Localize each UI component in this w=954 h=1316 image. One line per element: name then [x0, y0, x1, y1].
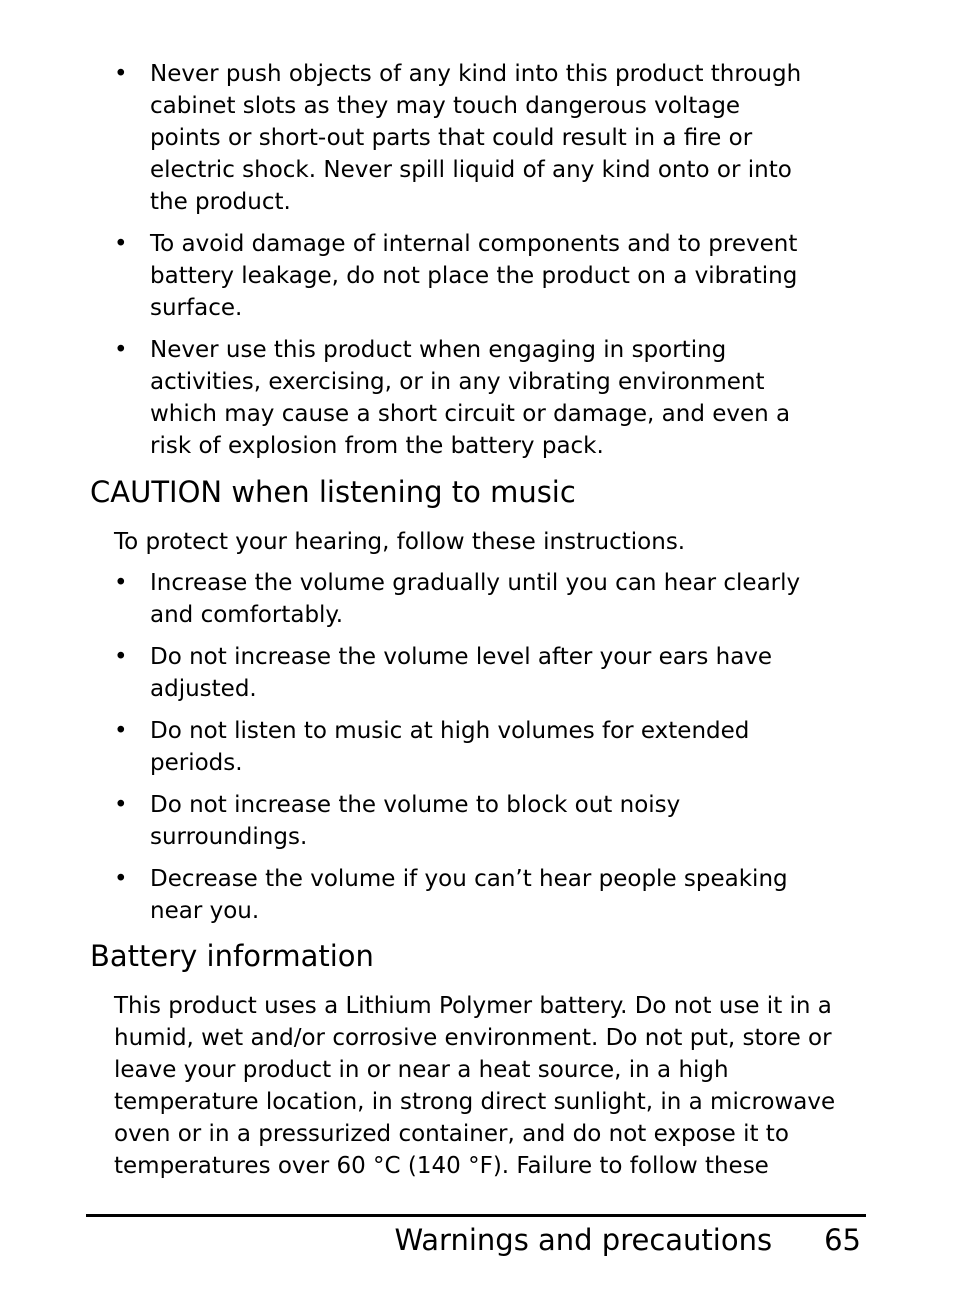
bullet-icon: • — [114, 644, 128, 670]
bullet-icon: • — [114, 792, 128, 818]
list-item-text: Do not increase the volume to block out noisy surroundings. — [150, 792, 681, 850]
list-item — [114, 334, 814, 462]
footer-divider — [86, 1214, 866, 1217]
list-item-text: To avoid damage of internal components and to prevent battery leakage, do not place the product on a vibrating surface. — [150, 231, 798, 321]
list-item-text: Increase the volume gradually until you can hear clearly and comfortably. — [150, 570, 801, 628]
list-item-text: Never use this product when engaging in sporting activities, exercising, or in any vibrating environment which may cause a short circuit or damage, and even a risk of explosion from the battery pack. — [150, 337, 791, 459]
list-item — [114, 863, 814, 927]
list-item — [114, 715, 814, 779]
list-item-text: Never push objects of any kind into this product through cabinet slots as they may touch dangerous voltage points or short-out parts that could result in a fire or electric shock. Never spill liquid of any kind onto or into the product. — [150, 61, 802, 215]
hearing-bullet-list — [114, 567, 814, 937]
bullet-icon: • — [114, 718, 128, 744]
list-item — [114, 58, 814, 218]
footer-section-title: Warnings and precautions — [394, 1223, 773, 1257]
page-number: 65 — [824, 1223, 861, 1257]
battery-paragraph: This product uses a Lithium Polymer battery. Do not use it in a humid, wet and/or corrosive environment. Do not put, store or leave your product in or near a heat source, in a high temperature location, in strong direct sunlight, in a microwave oven or in a pressurized container, and do not expose it to temperatures over 60 °C (140 °F). Failure to follow these — [114, 993, 836, 1179]
page-footer — [394, 1220, 861, 1260]
list-item-text: Do not listen to music at high volumes for extended periods. — [150, 718, 750, 776]
bullet-icon: • — [114, 866, 128, 892]
list-item — [114, 228, 814, 324]
bullet-icon: • — [114, 231, 128, 257]
list-item-text: Do not increase the volume level after your ears have adjusted. — [150, 644, 773, 702]
caution-heading: CAUTION when listening to music — [90, 475, 576, 509]
bullet-icon: • — [114, 61, 128, 87]
bullet-icon: • — [114, 337, 128, 363]
safety-bullet-list — [114, 58, 814, 472]
bullet-icon: • — [114, 570, 128, 596]
list-item — [114, 641, 814, 705]
list-item-text: Decrease the volume if you can’t hear people speaking near you. — [150, 866, 788, 924]
list-item — [114, 567, 814, 631]
caution-intro: To protect your hearing, follow these instructions. — [114, 529, 686, 555]
battery-heading: Battery information — [90, 939, 374, 973]
list-item — [114, 789, 814, 853]
